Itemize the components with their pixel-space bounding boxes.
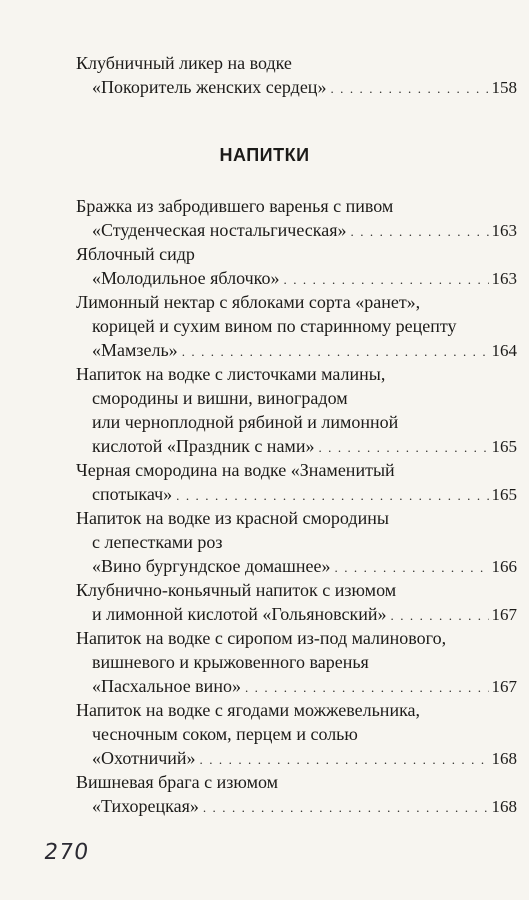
toc-entry-last-line [92, 74, 517, 100]
dot-leader [351, 219, 489, 245]
toc-entry-last-line [92, 217, 517, 243]
toc-entry-line: корицей и сухим вином по старинному рецепту [92, 316, 457, 336]
toc-entry-text: «Охотничий» [92, 748, 196, 768]
toc-entry-last-line [92, 265, 517, 291]
toc-entry-last-line [92, 337, 517, 363]
toc-entry-last-line [92, 481, 517, 507]
section-heading: НАПИТКИ [219, 145, 310, 165]
toc-entry-last-line [92, 673, 517, 699]
toc-entry-text: «Вино бургундское домашнее» [92, 556, 331, 576]
toc-entry-line: вишневого и крыжовенного варенья [92, 652, 369, 672]
toc-entry-line: с лепестками роз [92, 532, 223, 552]
toc-page-number: 167 [491, 605, 517, 624]
toc-entry-text: «Молодильное яблочко» [92, 268, 280, 288]
toc-entry-last-line [92, 745, 517, 771]
toc-page-number: 165 [491, 485, 517, 504]
toc-page-number: 158 [491, 78, 517, 97]
toc-page-number: 163 [491, 269, 517, 288]
toc-entry-line: Лимонный нектар с яблоками сорта «ранет», [76, 292, 421, 312]
toc-entry-line: смородины и вишни, виноградом [92, 388, 348, 408]
toc-entry-text: спотыкач» [92, 484, 173, 504]
toc-entry-text: «Тихорецкая» [92, 796, 199, 816]
toc-page-number: 166 [491, 557, 517, 576]
toc-entry-line: Напиток на водке с сиропом из-под малинового, [76, 628, 447, 648]
dot-leader [330, 76, 488, 102]
toc-page-number: 167 [491, 677, 517, 696]
toc-entry-line: Клубничный ликер на водке [76, 53, 292, 73]
toc-entry-last-line [92, 433, 517, 459]
toc-entry-text: и лимонной кислотой «Гольяновский» [92, 604, 387, 624]
toc-entry-last-line [92, 601, 517, 627]
toc-entry-line: Клубнично-коньячный напиток с изюмом [76, 580, 397, 600]
toc-entry-last-line [92, 793, 517, 819]
toc-page-number: 168 [491, 797, 517, 816]
toc-page-number: 164 [491, 341, 517, 360]
toc-entry-text: «Мамзель» [92, 340, 178, 360]
toc-entry-line: чесночным соком, перцем и солью [92, 724, 358, 744]
handwritten-page-number: 270 [42, 840, 91, 865]
toc-entry-line: Напиток на водке из красной смородины [76, 508, 389, 528]
toc-page-number: 165 [491, 437, 517, 456]
toc-entry-line: или черноплодной рябиной и лимонной [92, 412, 399, 432]
toc-entry-line: Бражка из забродившего варенья с пивом [76, 196, 394, 216]
toc-entry-text: кислотой «Праздник с нами» [92, 436, 315, 456]
toc-entry-text: «Пасхальное вино» [92, 676, 241, 696]
dot-leader [203, 795, 489, 821]
toc-entry-line: Напиток на водке с ягодами можжевельника, [76, 700, 421, 720]
toc-entry-text: «Студенческая ностальгическая» [92, 220, 347, 240]
toc-entry-line: Яблочный сидр [76, 244, 195, 264]
toc-entry-last-line [92, 553, 517, 579]
toc-entry-text: «Покоритель женских сердец» [92, 77, 327, 97]
toc-page-number: 168 [491, 749, 517, 768]
toc-entry-line: Вишневая брага с изюмом [76, 772, 279, 792]
toc-entry-line: Черная смородина на водке «Знаменитый [76, 460, 395, 480]
toc-page-number: 163 [491, 221, 517, 240]
toc-entry-line: Напиток на водке с листочками малины, [76, 364, 386, 384]
